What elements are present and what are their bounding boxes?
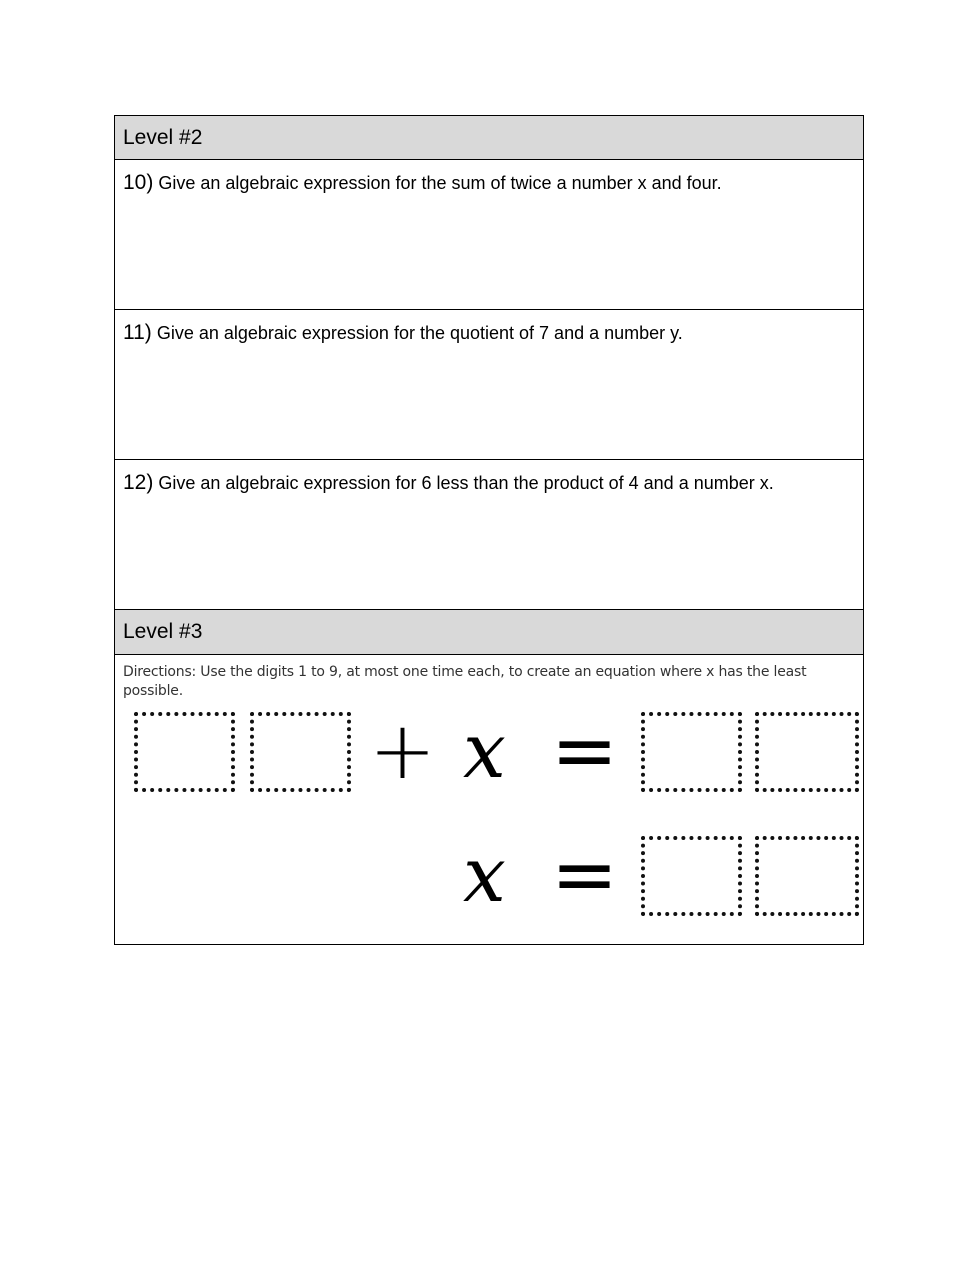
level-2-header xyxy=(114,115,864,160)
question-11 xyxy=(114,310,864,460)
variable-x: x xyxy=(463,706,506,795)
digit-box-6[interactable] xyxy=(755,836,859,916)
question-10 xyxy=(114,160,864,310)
level-3-puzzle xyxy=(114,655,864,945)
level-2-title: Level #2 xyxy=(123,126,203,149)
question-number: 12) xyxy=(123,471,154,494)
question-12 xyxy=(114,460,864,610)
directions-text: Directions: Use the digits 1 to 9, at most one time each, to create an equation where x has the least possible. xyxy=(123,664,807,699)
plus-sign: + xyxy=(369,704,437,797)
question-number: 11) xyxy=(123,321,152,344)
digit-box-1[interactable] xyxy=(134,712,235,792)
digit-box-2[interactable] xyxy=(250,712,351,792)
equation-1 xyxy=(115,704,863,798)
question-text: Give an algebraic expression for 6 less than the product of 4 and a number x. xyxy=(158,473,774,493)
equation-2 xyxy=(115,828,863,922)
equals-sign: = xyxy=(551,704,619,797)
level-3-header xyxy=(114,610,864,655)
variable-x: x xyxy=(463,830,506,919)
question-text: Give an algebraic expression for the quotient of 7 and a number y. xyxy=(156,323,683,343)
question-number: 10) xyxy=(123,171,154,194)
equals-sign: = xyxy=(551,828,619,921)
level-3-title: Level #3 xyxy=(123,620,203,643)
digit-box-5[interactable] xyxy=(641,836,742,916)
worksheet-table xyxy=(114,115,864,945)
digit-box-4[interactable] xyxy=(755,712,859,792)
digit-box-3[interactable] xyxy=(641,712,742,792)
question-text: Give an algebraic expression for the sum of twice a number x and four. xyxy=(158,173,722,193)
